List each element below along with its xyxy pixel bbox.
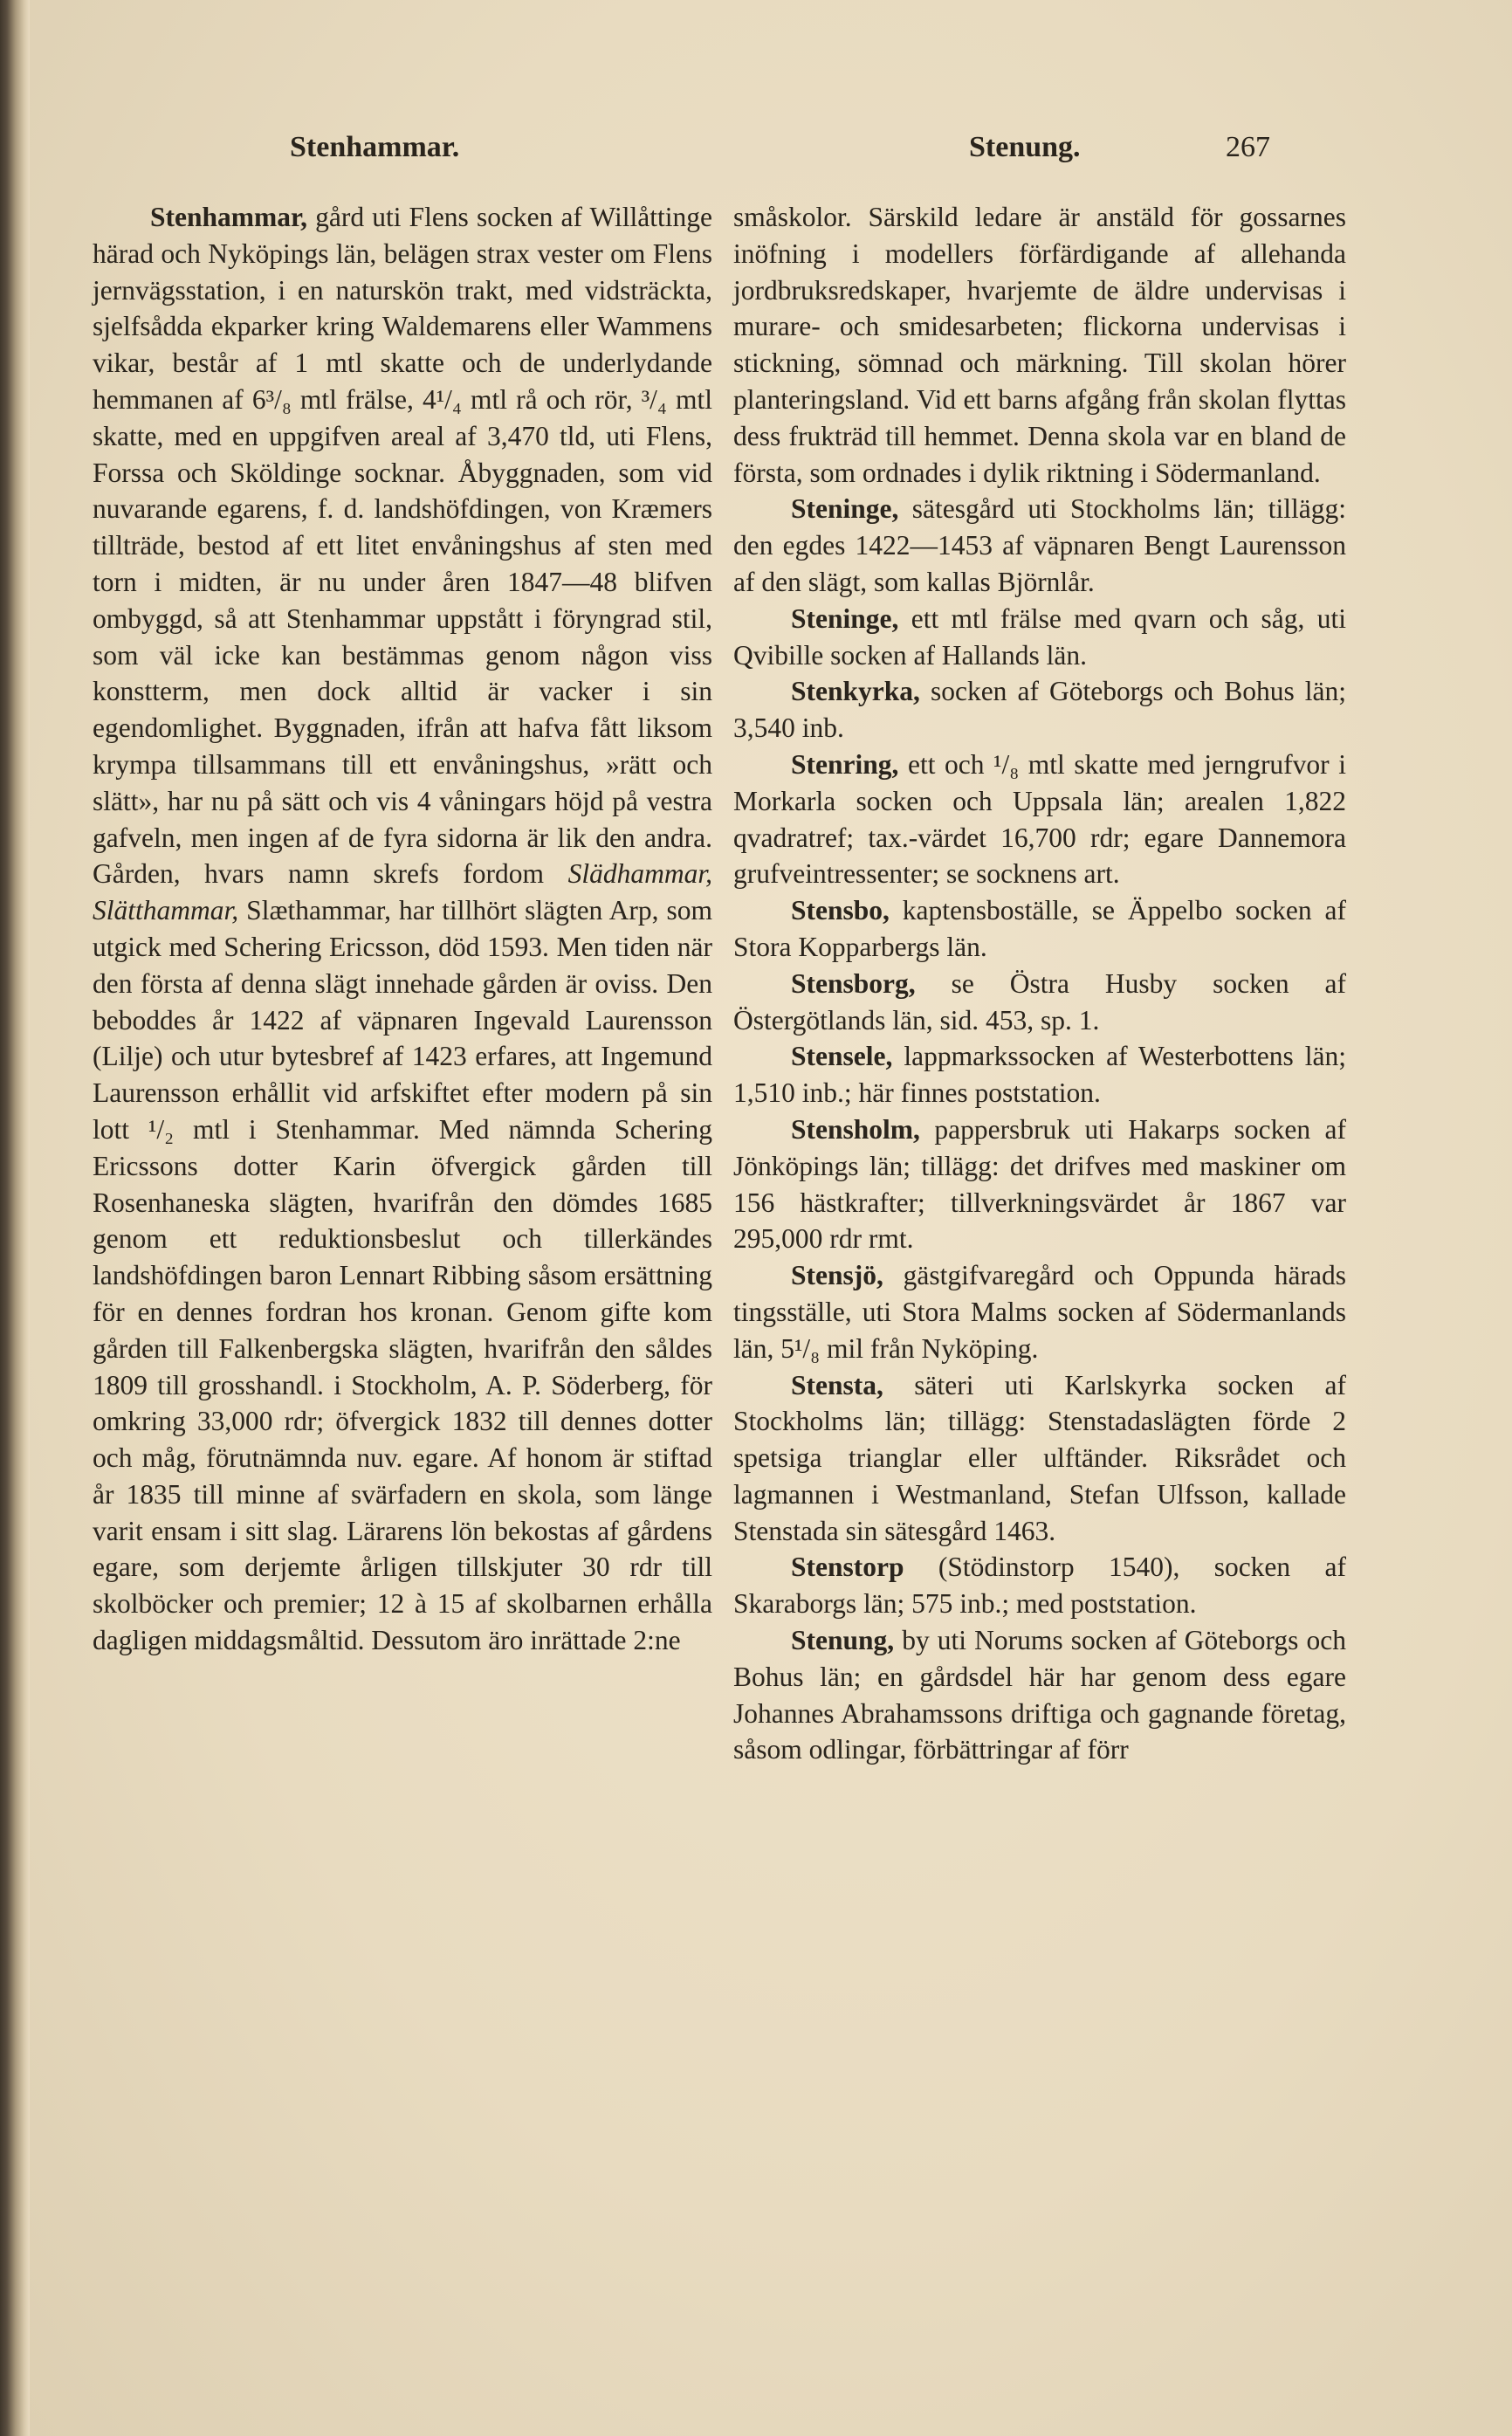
entry-head: Stensbo,	[791, 895, 890, 926]
entry-text: säteri uti Karlskyrka socken af Stockholms län; tillägg: Stenstadaslägten förde 2 spetsiga trianglar eller ulftänder. Riksrådet och lagmannen i Westmanland, Stefan Ulfsson, kallade Stenstada sin sätesgård 1463.	[733, 1369, 1346, 1546]
entry-head: Steninge,	[791, 493, 899, 525]
entry	[733, 747, 1346, 892]
entry-stenhammar	[93, 199, 712, 1659]
entry	[733, 1111, 1346, 1257]
entry	[733, 673, 1346, 747]
entry	[733, 1549, 1346, 1622]
entry-text: (Stödinstorp 1540), socken af Skaraborgs län; 575 inb.; med poststation.	[733, 1552, 1346, 1620]
entry-head: Stensele,	[791, 1041, 893, 1072]
entry-text: ett och ¹/₈ mtl skatte med jerngrufvor i Morkarla socken och Uppsala län; arealen 1,822 qvadratref; tax.-värdet 16,700 rdr; egare Dannemora grufveintressenter; se socknens art.	[733, 748, 1346, 890]
entry-text: kaptensboställe, se Äppelbo socken af Stora Kopparbergs län.	[733, 895, 1346, 962]
entry-head: Stenring,	[791, 748, 899, 780]
entry	[733, 601, 1346, 674]
page-number: 267	[1226, 131, 1270, 163]
header-left-word: Stenhammar.	[290, 131, 460, 163]
entry-italic: Slädhammar,	[567, 858, 712, 890]
entry-head: Stenhammar,	[150, 202, 307, 232]
entry-head: Stensholm,	[791, 1113, 920, 1145]
entry-text: lappmarkssocken af Westerbottens län; 1,510 inb.; här finnes poststation.	[733, 1041, 1346, 1109]
entry	[733, 892, 1346, 966]
entry-head: Stenung,	[791, 1625, 895, 1656]
entry-head: Stenkyrka,	[791, 676, 920, 707]
left-column	[93, 199, 712, 1659]
entry	[733, 1257, 1346, 1366]
entry	[733, 966, 1346, 1039]
right-column	[733, 199, 1346, 1768]
entry-text: socken af Göteborgs och Bohus län; 3,540 inb.	[733, 676, 1346, 744]
entry	[733, 491, 1346, 600]
running-header	[30, 131, 1512, 175]
book-page	[30, 0, 1512, 2436]
entry-head: Stensjö,	[791, 1260, 883, 1291]
entry	[733, 1367, 1346, 1550]
entry-italic: Slätthammar,	[93, 895, 239, 926]
entry-head: Stensta,	[791, 1369, 883, 1400]
entry	[733, 1038, 1346, 1111]
entry-head: Stenstorp	[791, 1552, 904, 1583]
entry-text: se Östra Husby socken af Östergötlands län, sid. 453, sp. 1.	[733, 967, 1346, 1036]
entry-text: gård uti Flens socken af Willåttinge härad och Nyköpings län, belägen strax vester om Flens jernvägsstation, i en naturskön trakt, med vidsträckta, sjelfsådda ekparker kring Waldemarens eller Wammens vikar, består af 1 mtl skatte och de underlydande hemmanen af 6³/₈ mtl frälse, 4¹/₄ mtl rå och rör, ³/₄ mtl skatte, med en uppgifven areal af 3,470 tld, uti Flens, Forssa och Sköldinge socknar. Åbyggnaden, som vid nuvarande egarens, f. d. landshöfdingen, von Kræmers tillträde, bestod af ett litet envåningshus af sten med torn i midten, är nu under åren 1847—48 blifven ombyggd, så att Stenhammar uppstått i föryngrad stil, som väl icke kan bestämmas genom någon viss konstterm, men dock alltid är vacker i sin egendomlighet. Byggnaden, ifrån att hafva fått liksom krympa tillsammans till ett envåningshus, »rätt och slätt», har nu på sätt och vis 4 våningars höjd på vestra gafveln, men ingen af de fyra sidorna är lik den andra. Gården, hvars namn skrefs fordom	[93, 202, 712, 890]
entry	[733, 1622, 1346, 1768]
entry-text: gästgifvaregård och Oppunda härads tingsställe, uti Stora Malms socken af Södermanlands län, 5¹/₈ mil från Nyköping.	[733, 1260, 1346, 1364]
entry-head: Stensborg,	[791, 967, 916, 999]
entry-text: ett mtl frälse med qvarn och såg, uti Qvibille socken af Hallands län.	[733, 602, 1346, 671]
continued-text: småskolor. Särskild ledare är anstäld för gossarnes inöfning i modellers förfärdigande af allehanda jordbruksredskaper, hvarjemte de äldre undervisas i murare- och smidesarbeten; flickorna undervisas i stickning, sömnad och märkning. Till skolan hörer planteringsland. Vid ett barns afgång från skolan flyttas dess frukträd till hemmet. Denna skola var en bland de första, som ordnades i dylik riktning i Södermanland.	[733, 202, 1346, 488]
entry-head: Steninge,	[791, 602, 899, 634]
entry-text: Slæthammar, har tillhört slägten Arp, som utgick med Schering Ericsson, död 1593. Men tiden när den första af denna slägt innehade gården är oviss. Den beboddes år 1422 af väpnaren Ingevald Laurensson (Lilje) och utur bytesbref af 1423 erfares, att Ingemund Laurensson erhållit vid arfskiftet efter modern på sin lott ¹/₂ mtl i Stenhammar. Med nämnda Schering Ericssons dotter Karin öfvergick gården till Rosenhaneska slägten, hvarifrån den dömdes 1685 genom ett reduktionsbeslut och tillerkändes landshöfdingen baron Lennart Ribbing såsom ersättning för en dennes fordran hos kronan. Genom gifte kom gården till Falkenbergska slägten, hvarifrån den såldes 1809 till grosshandl. i Stockholm, A. P. Söderberg, för omkring 33,000 rdr; öfvergick 1832 till dennes dotter och måg, förutnämnda nuv. egare. Af honom är stiftad år 1835 till minne af svärfadern en skola, som länge varit ensam i sitt slag. Lärarens lön bekostas af gårdens egare, som derjemte årligen tillskjuter 30 rdr till skolböcker och premier; 12 à 15 af skolbarnen erhålla dagligen middagsmåltid. Dessutom äro inrättade 2:ne	[93, 895, 712, 1656]
entry-text: pappersbruk uti Hakarps socken af Jönköpings län; tillägg: det drifves med maskiner om 156 hästkrafter; tillverkningsvärdet år 1867 var 295,000 rdr rmt.	[733, 1113, 1346, 1255]
header-right-word: Stenung.	[969, 131, 1081, 163]
entry-text: sätesgård uti Stockholms län; tillägg: den egdes 1422—1453 af väpnaren Bengt Laurensson af den slägt, som kallas Björnlår.	[733, 493, 1346, 597]
book-spine-shadow	[0, 0, 30, 2436]
entry-text: by uti Norums socken af Göteborgs och Bohus län; en gårdsdel här har genom dess egare Johannes Abrahamssons driftiga och gagnande företag, såsom odlingar, förbättringar af förr	[733, 1625, 1346, 1765]
